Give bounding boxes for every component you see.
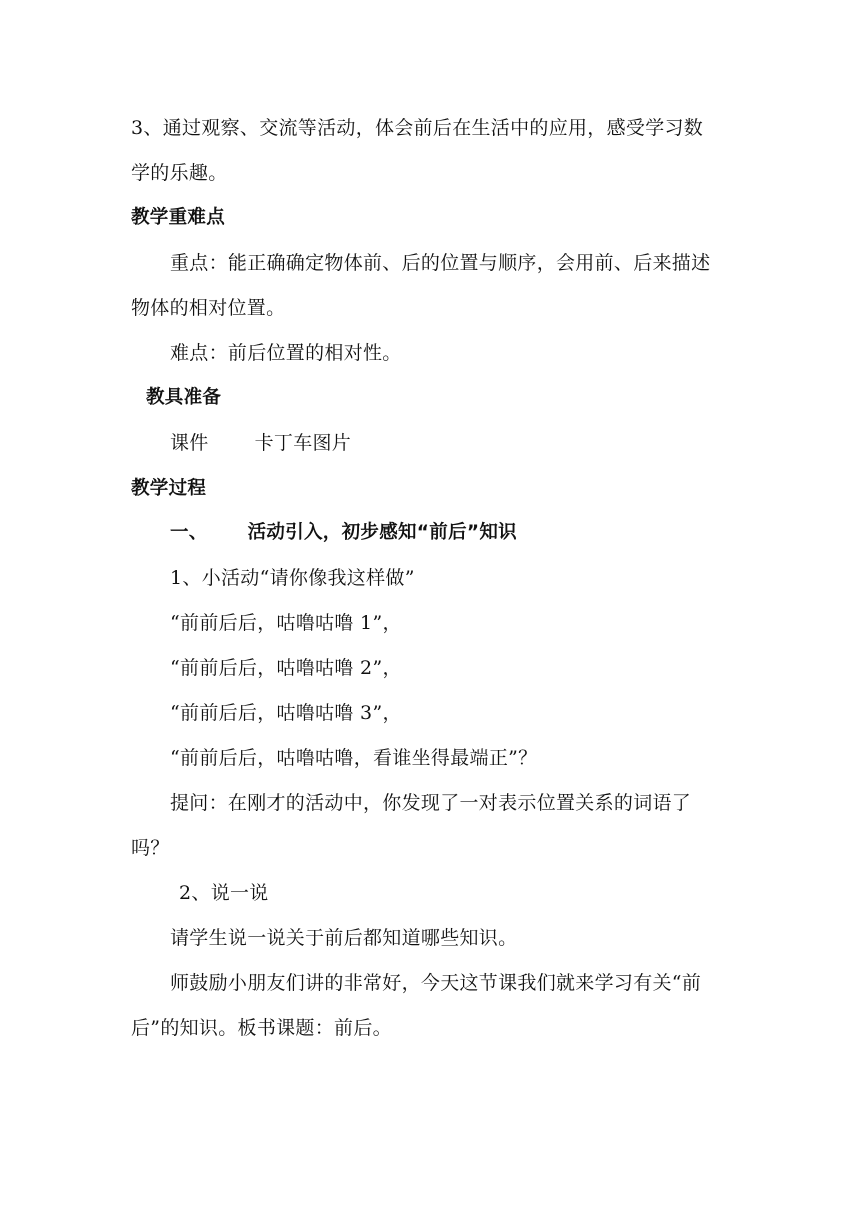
section1-heading	[170, 522, 517, 544]
heading-tools: 教具准备	[146, 387, 222, 408]
question-line2: 吗？	[131, 837, 170, 859]
tools-line	[170, 432, 351, 454]
summary-line2: 后”的知识。板书课题：前后。	[131, 1017, 392, 1039]
goal3-line1: 3、通过观察、交流等活动，体会前后在生活中的应用，感受学习数	[131, 117, 704, 139]
activity2-title: 2、说一说	[179, 882, 269, 904]
goal3-line2: 学的乐趣。	[131, 162, 228, 184]
key-point-line2: 物体的相对位置。	[131, 297, 286, 319]
heading-key-points: 教学重难点	[131, 207, 226, 228]
chant-line-4: “前前后后，咕噜咕噜，看谁坐得最端正”？	[170, 747, 538, 769]
activity2-text: 请学生说一说关于前后都知道哪些知识。	[170, 927, 518, 949]
chant-line-2: “前前后后，咕噜咕噜 2”，	[170, 657, 402, 679]
section1-title: 活动引入，初步感知“前后”知识	[247, 522, 517, 543]
chant-line-1: “前前后后，咕噜咕噜 1”，	[170, 612, 402, 634]
heading-process: 教学过程	[131, 478, 207, 499]
question-line1: 提问：在刚才的活动中，你发现了一对表示位置关系的词语了	[170, 792, 692, 814]
tools-item-courseware: 课件	[170, 432, 209, 454]
summary-line1: 师鼓励小朋友们讲的非常好，今天这节课我们就来学习有关“前	[170, 972, 702, 994]
difficulty-line: 难点：前后位置的相对性。	[170, 342, 402, 364]
activity1-title: 1、小活动“请你像我这样做”	[170, 567, 415, 589]
key-point-line1: 重点：能正确确定物体前、后的位置与顺序，会用前、后来描述	[170, 252, 711, 274]
tools-item-kart-pictures: 卡丁车图片	[254, 432, 352, 454]
chant-line-3: “前前后后，咕噜咕噜 3”，	[170, 702, 402, 724]
section1-number: 一、	[170, 522, 208, 543]
